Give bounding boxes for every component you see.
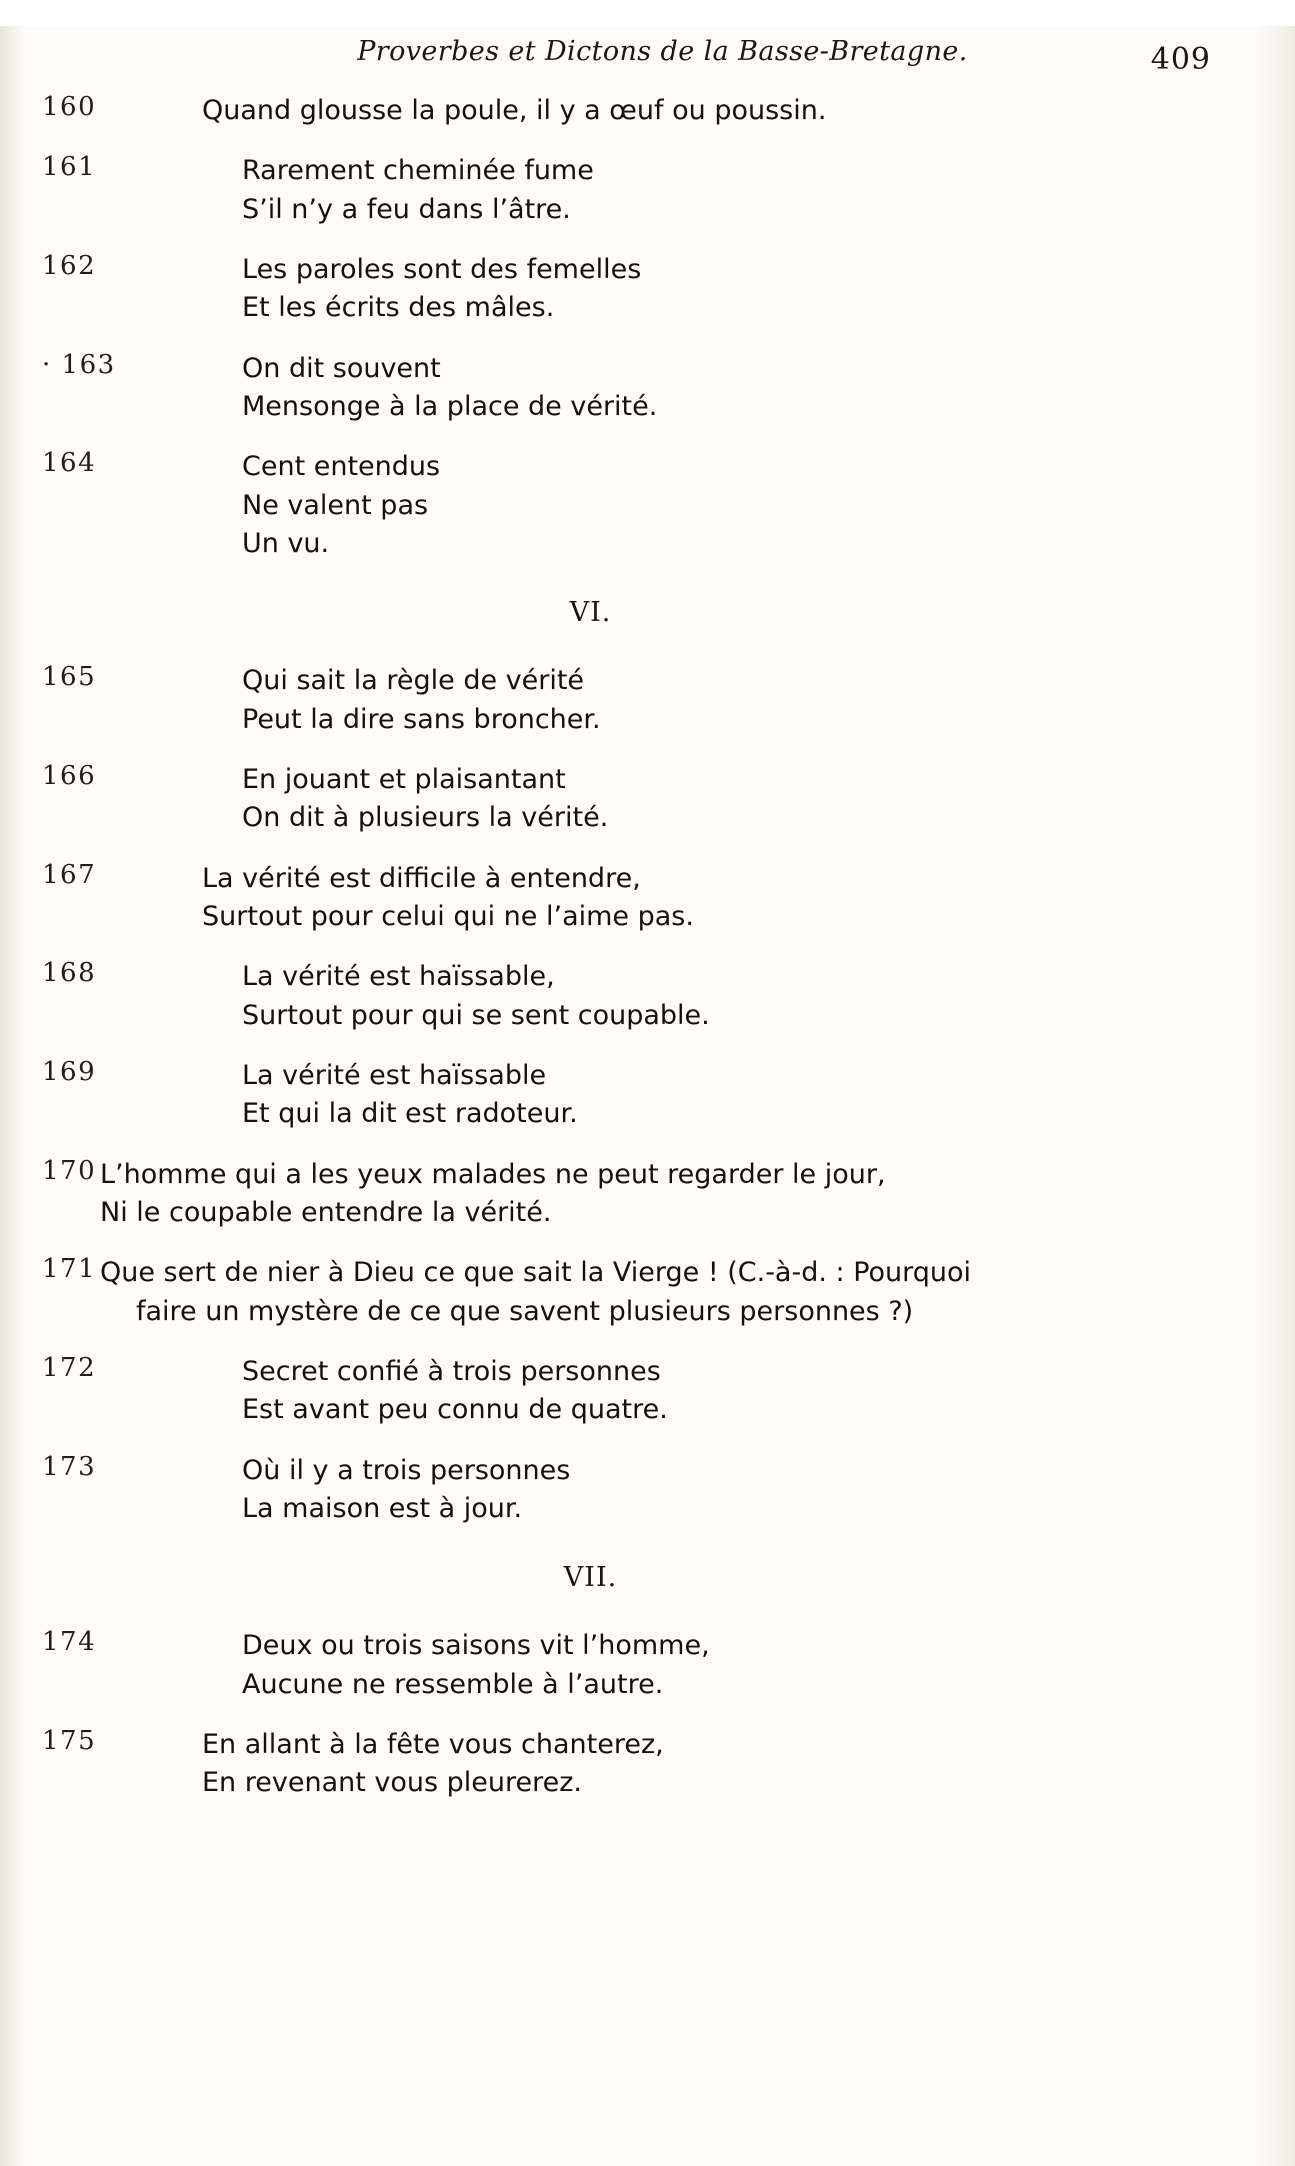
proverb-line: Où il y a trois personnes [242, 1454, 571, 1486]
proverb-line: On dit souvent [242, 352, 441, 384]
proverb-line: En jouant et plaisantant [242, 763, 566, 795]
page-body [42, 92, 1199, 1803]
proverb-line: faire un mystère de ce que savent plusieurs personnes ?) [136, 1295, 914, 1327]
proverb-number: 160 [42, 92, 97, 122]
proverb-entry [42, 92, 1199, 130]
proverb-entry [42, 1452, 1199, 1529]
proverb-line: Aucune ne ressemble à l’autre. [242, 1668, 664, 1700]
proverb-entry [42, 761, 1199, 838]
proverb-text [242, 761, 1199, 838]
proverb-text [242, 152, 1199, 229]
proverb-line: Deux ou trois saisons vit l’homme, [242, 1630, 710, 1662]
proverb-group-one [42, 92, 1199, 563]
proverb-group-two [42, 662, 1199, 1528]
proverb-entry [42, 1057, 1199, 1134]
proverb-entry [42, 860, 1199, 937]
proverb-line: Secret confié à trois personnes [242, 1355, 661, 1387]
proverb-number: 165 [42, 662, 97, 693]
proverb-number: 168 [42, 958, 97, 989]
proverb-number: 167 [42, 859, 97, 890]
proverb-line: L’homme qui a les yeux malades ne peut regarder le jour, [100, 1158, 886, 1190]
proverb-line: Qui sait la règle de vérité [242, 665, 585, 697]
proverb-number: 173 [42, 1451, 97, 1482]
proverb-line: En allant à la fête vous chanterez, [202, 1728, 664, 1760]
proverb-line: Ni le coupable entendre la vérité. [100, 1196, 552, 1228]
proverb-line: Ne valent pas [242, 489, 429, 521]
proverb-entry [42, 1353, 1199, 1430]
proverb-line: Mensonge à la place de vérité. [242, 390, 658, 422]
section-heading-vii: VII. [563, 1562, 618, 1594]
page-header [0, 26, 1295, 92]
proverb-text [100, 1156, 1199, 1233]
page-number: 409 [1150, 42, 1211, 77]
proverb-number: 172 [42, 1352, 97, 1383]
proverb-line: Un vu. [242, 527, 330, 559]
section-heading-vi: VI. [569, 597, 612, 629]
proverb-line: On dit à plusieurs la vérité. [242, 802, 609, 834]
proverb-number: 175 [42, 1725, 97, 1756]
proverb-number: 161 [42, 152, 97, 183]
proverb-text [100, 1254, 1199, 1331]
proverb-text [242, 1353, 1199, 1430]
proverb-text [242, 251, 1199, 328]
proverb-text [242, 1452, 1199, 1529]
proverb-text [202, 1726, 1199, 1803]
proverb-line: La maison est à jour. [242, 1492, 523, 1524]
proverb-entry [42, 1726, 1199, 1803]
proverb-line: Est avant peu connu de quatre. [242, 1394, 668, 1426]
proverb-line: La vérité est haïssable, [242, 961, 555, 993]
proverb-entry [42, 152, 1199, 229]
proverb-line: Et qui la dit est radoteur. [242, 1098, 578, 1130]
proverb-line: Rarement cheminée fume [242, 155, 594, 187]
running-title: Proverbes et Dictons de la Basse-Bretagne. [357, 36, 968, 67]
proverb-entry [42, 958, 1199, 1035]
proverb-text [242, 1627, 1199, 1704]
proverb-text [242, 448, 1199, 563]
proverb-line: S’il n’y a feu dans l’âtre. [242, 193, 571, 225]
proverb-line: Peut la dire sans broncher. [242, 703, 601, 735]
proverb-line: En revenant vous pleurerez. [202, 1767, 583, 1799]
proverb-entry [42, 448, 1199, 563]
proverb-entry [42, 1254, 1199, 1331]
proverb-number: 166 [42, 760, 97, 791]
proverb-text [242, 958, 1199, 1035]
proverb-entry [42, 350, 1199, 427]
proverb-text [202, 92, 1199, 130]
proverb-line: Surtout pour celui qui ne l’aime pas. [202, 900, 694, 932]
proverb-line: Cent entendus [242, 451, 441, 483]
proverb-entry [42, 1156, 1199, 1233]
proverb-line: Surtout pour qui se sent coupable. [242, 999, 710, 1031]
proverb-text [202, 860, 1199, 937]
proverb-number: 162 [42, 250, 97, 281]
page [0, 26, 1295, 2166]
proverb-line: Et les écrits des mâles. [242, 292, 555, 324]
proverb-number: · 163 [42, 349, 116, 380]
proverb-line: Que sert de nier à Dieu ce que sait la Vierge ! (C.-à-d. : Pourquoi [100, 1257, 972, 1289]
proverb-text [242, 350, 1199, 427]
proverb-line: La vérité est difficile à entendre, [202, 862, 641, 894]
proverb-entry [42, 662, 1199, 739]
proverb-number: 170 [42, 1155, 97, 1186]
proverb-number: 174 [42, 1627, 97, 1658]
proverb-text [242, 662, 1199, 739]
proverb-entry [42, 251, 1199, 328]
proverb-line: Les paroles sont des femelles [242, 253, 642, 285]
proverb-text [242, 1057, 1199, 1134]
proverb-entry [42, 1627, 1199, 1704]
proverb-number: 169 [42, 1056, 97, 1087]
proverb-line: La vérité est haïssable [242, 1059, 547, 1091]
proverb-number: 164 [42, 448, 97, 479]
proverb-group-three [42, 1627, 1199, 1802]
proverb-line: Quand glousse la poule, il y a œuf ou poussin. [202, 95, 827, 126]
proverb-number: 171 [42, 1254, 97, 1285]
